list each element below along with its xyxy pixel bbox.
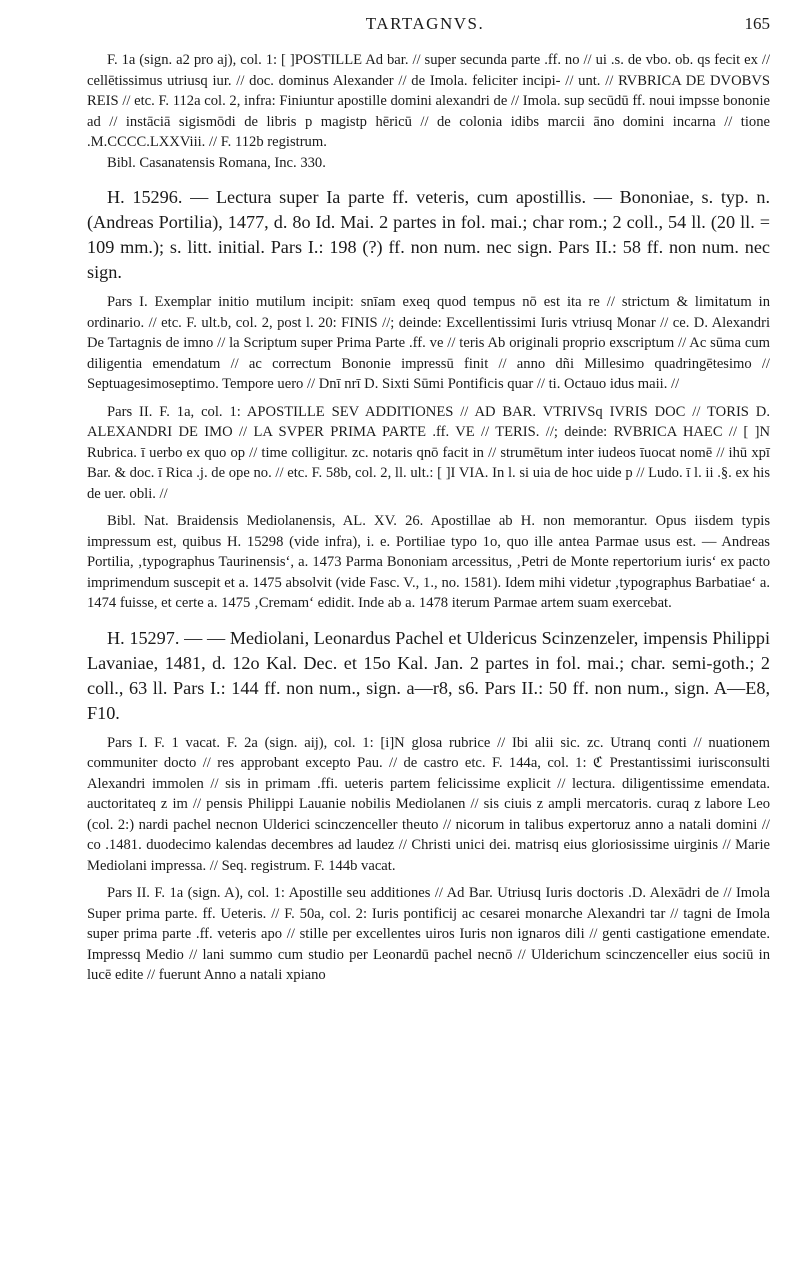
entry-15296-pars-1: Pars I. Exemplar initio mutilum incipit: snīam exeq quod tempus nō est ita re // strictum & limitatum in ordinario. // etc. F. ult.b, col. 2, post l. 20: FINIS //; deinde: Excellentissimi Iuris vtriusq Monar // ce. D. Alexandri De Tartagnis de imno // la Scriptum super Prima Parte .ff. ve // teris Ab originali proprio exscriptum // Ac sūma cum diligentia emendatum // ac correctum Bononie impressū finit // anno dñi Millesimo quadringētesimo // Septuagesimoseptimo. Tempore uero // Dnī nrī D. Sixti Sūmi Pontificis quar // ti. Octauo idus maii. //: [87, 294, 770, 392]
running-title: TARTAGNVS.: [365, 14, 485, 33]
entry-15297-pars-1: Pars I. F. 1 vacat. F. 2a (sign. aij), col. 1: [i]N glosa rubrice // Ibi alii sic. zc. Utranq conti // nuationem communiter docto // res approbant excepto Pau. // de castro etc. F. 144a, col. 1: ℭ Prestantissimi iurisconsulti Alexandri immolen // sis in primam .ffi. ueteris partem felicissime explicit // lectura. diligentissime emendata. auctoritateq z im // pensis Philippi Lauanie nobilis Mediolanen // sis ciuis z ampli mercatoris. curaq z labore Leo (col. 2:) nardi pachel necnon Ulderici scinczenceller theuto // nicorum in talibus expertoruz anno a natali domini // co .1481. duodecimo kalendas decembres ad laudez // Christi unici dei. matrisq eius gloriosissime uirginis // Marie Mediolani impressa. // Seq. registrum. F. 144b vacat.: [87, 734, 770, 874]
page-body: [87, 50, 770, 986]
entry-15296-heading: H. 15296. — Lectura super Ia parte ff. veteris, cum apostillis. — Bononiae, s. typ. n. (Andreas Portilia), 1477, d. 8o Id. Mai. 2 partes in fol. mai.; char rom.; 2 coll., 54 ll. (20 ll. = 109 mm.); s. litt. initial. Pars I.: 198 (?) ff. non num. nec sign. Pars II.: 58 ff. non num. nec sign.: [87, 187, 770, 282]
entry-15297-heading: H. 15297. — — Mediolani, Leonardus Pachel et Uldericus Scinzenzeler, impensis Philippi Lavaniae, 1481, d. 12o Kal. Dec. et 15o Kal. Jan. 2 partes in fol. mai.; char. semi-goth.; 2 coll., 63 ll. Pars I.: 144 ff. non num., sign. a—r8, s6. Pars II.: 50 ff. non num., sign. A—E8, F10.: [87, 627, 770, 723]
entry-15296-library-note: Bibl. Nat. Braidensis Mediolanensis, AL. XV. 26. Apostillae ab H. non memorantur. Opus iisdem typis impressum est, quibus H. 15298 (vide infra), i. e. Portiliae typo 1o, quo ille antea Parmae usus est. — Andreas Portilia, ‚typographus Taurinensis‘, a. 1473 Parma Bononiam arcessitus, ‚Petri de Monte repertorium iuris‘ ex pacto imprimendum suscepit et a. 1475 absolvit (vide Fasc. V., 1., no. 1581). Idem mihi videtur ‚typographus Barbatiae‘ a. 1474 fuisse, et certe a. 1475 ‚Cremam‘ edidit. Inde ab a. 1478 iterum Parmae artem suam exercebat.: [87, 513, 770, 611]
entry-15295-colophon: F. 1a (sign. a2 pro aj), col. 1: [ ]POSTILLE Ad bar. // super secunda parte .ff. no // ui .s. de vbo. ob. qs fecit ex // cellētissimus utriusq iur. // doc. dominus Alexander // de Imola. feliciter incipi- // unt. // RVBRICA DE DVOBVS REIS // etc. F. 112a col. 2, infra: Finiuntur apostille domini alexandri de // Imola. sup secūdū ff. noui impsse bononie ad // instāciā sigismōdi de libris p magistp hēricū // de colonia idibs marcii āno domini incarna // tione .M.CCCC.LXXViii. // F. 112b registrum.: [87, 52, 770, 150]
entry-15297-pars-2: Pars II. F. 1a (sign. A), col. 1: Apostille seu additiones // Ad Bar. Utriusq Iuris doctoris .D. Alexādri de // Imola Super prima parte. ff. Ueteris. // F. 50a, col. 2: Iuris pontificij ac cesarei monarche Alexandri tar // tagni de Imola super prima parte .ff. veteris apo // stille per excellentes uiros Iuris non ignaros dili // genti castigatione emendate. Impressq Medio // lani summo cum studio per Leonardū pachel necnō // Ulderichum scinczenceller eius sociū in lucē edite // fuerunt Anno a natali xpiano: [87, 885, 770, 983]
running-head: [80, 10, 770, 38]
entry-15295-library: Bibl. Casanatensis Romana, Inc. 330.: [107, 154, 326, 171]
entry-15296-pars-2: Pars II. F. 1a, col. 1: APOSTILLE SEV ADDITIONES // AD BAR. VTRIVSq IVRIS DOC // TORIS D. ALEXANDRI DE IMO // LA SVPER PRIMA PARTE .ff. VE // TERIS. //; deinde: RVBRICA HAEC // [ ]N Rubrica. ī uerbo ex quo op // time colligitur. zc. notaris qnō facit in // strumētum inter iudeos īuocat nomē // ihū xpī Bar. & doc. ī Rica .j. de ope no. // etc. F. 58b, col. 2, ll. ult.: [ ]I VIA. In l. si uia de hoc uide p // Ludo. ī l. ii .§. ex his de uer. obli. //: [87, 403, 770, 502]
page-number: 165: [744, 14, 770, 33]
